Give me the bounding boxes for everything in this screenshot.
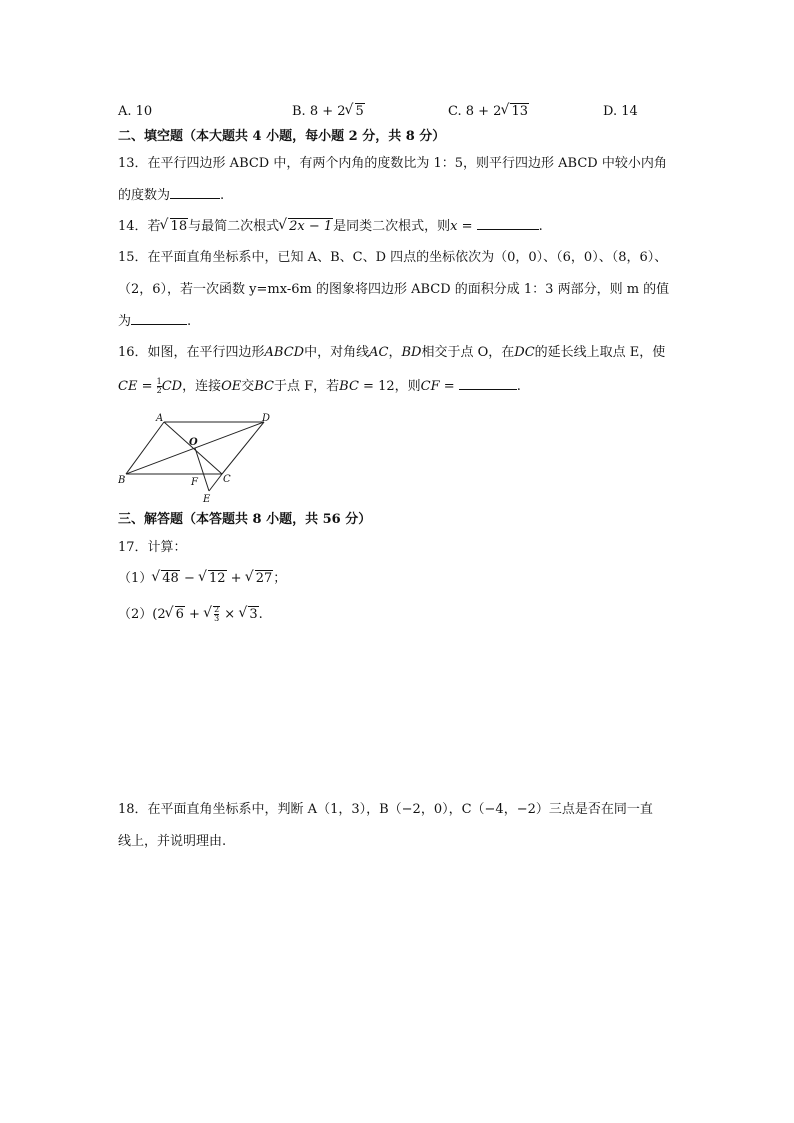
- q14-end: .: [538, 219, 543, 234]
- option-b-radicand: 5: [355, 104, 364, 119]
- q14-answer-blank[interactable]: [477, 217, 539, 230]
- q16-t2: 中，对角线: [304, 345, 370, 360]
- q17-p1-end: ；: [273, 571, 287, 586]
- label-f: F: [191, 477, 198, 488]
- q18-line1: 18．在平面直角坐标系中，判断 A（1，3），B（−2，0），C（−4，−2）三点是否在同一直: [118, 802, 653, 817]
- q16-bc: BC: [254, 379, 275, 394]
- option-b-expr: 8 + 2: [309, 104, 346, 119]
- q16-t4: 相交于点 O，在: [421, 345, 515, 360]
- q15-text: 为: [118, 314, 132, 329]
- label-c: C: [223, 474, 231, 485]
- option-a: A. 10: [118, 104, 153, 119]
- q17-p1-label: （1）: [118, 571, 153, 586]
- section3-header: 三、解答题（本答题共 8 小题，共 56 分）: [118, 512, 372, 527]
- q13-line2: [118, 186, 224, 206]
- option-c-radicand: 13: [511, 104, 528, 119]
- q16-line1: [118, 343, 665, 363]
- q17-p1-root2: [199, 569, 227, 589]
- q17-p1-rad3: 27: [255, 571, 273, 586]
- q16-cf: CF =: [420, 379, 455, 394]
- q17-p1-op2: +: [226, 571, 246, 586]
- q15-line1: 15．在平面直角坐标系中，已知 A、B、C、D 四点的坐标依次为（0，0）、（6，0）、（8，6）、: [118, 250, 668, 265]
- q16-cd: CD: [161, 379, 183, 394]
- q16-t1: 16．如图，在平行四边形: [118, 345, 265, 360]
- q17-part2: [118, 605, 263, 625]
- q14-var: x =: [450, 219, 473, 234]
- q16-t3: ，: [388, 345, 402, 360]
- q17-p1-rad1: 48: [162, 571, 179, 586]
- parallelogram-figure: [118, 410, 288, 506]
- q17-p1-root1: [152, 569, 180, 589]
- segment-ce: [209, 474, 222, 491]
- q17-p2-den: 3: [214, 614, 220, 623]
- label-o: O: [189, 437, 198, 448]
- q17-p2-root2: [204, 605, 220, 625]
- q16-answer-blank[interactable]: [459, 377, 517, 390]
- label-d: D: [262, 413, 271, 424]
- q15-line3: [118, 312, 191, 332]
- q16-t9: = 12，则: [358, 379, 421, 394]
- option-c: [448, 102, 529, 122]
- q15-end: .: [187, 314, 192, 329]
- q16-frac-num: 1: [156, 377, 162, 386]
- q15-answer-blank[interactable]: [131, 312, 187, 325]
- q17-p2-end: .: [258, 607, 263, 622]
- option-d: D. 14: [603, 104, 638, 119]
- label-a: A: [156, 413, 164, 424]
- label-e: E: [203, 494, 211, 505]
- q16-abcd: ABCD: [264, 345, 305, 360]
- q14-pre: 14．若: [118, 219, 161, 234]
- q17-p2-num: √ 2: [214, 605, 220, 614]
- q16-bd: BD: [401, 345, 422, 360]
- q16-ce: CE =: [118, 379, 153, 394]
- q14-mid: 与最简二次根式: [188, 219, 280, 234]
- q16-line2: [118, 377, 521, 397]
- q17-p2-label: （2）: [118, 607, 153, 622]
- q13-answer-blank[interactable]: [170, 186, 220, 199]
- q14-line: [118, 217, 543, 237]
- q16-ac: AC: [369, 345, 389, 360]
- label-b: B: [118, 475, 126, 486]
- q16-bc2: BC: [339, 379, 359, 394]
- q14-root2: [279, 217, 333, 237]
- q17-p2-root1: [166, 605, 185, 625]
- q17-p2-rad3: 3: [249, 607, 258, 622]
- diagonal-ac: [164, 422, 222, 474]
- q16-t8: 于点 F，若: [274, 379, 340, 394]
- q17-p2-rad1: 6: [175, 607, 184, 622]
- q16-oe: OE: [221, 379, 242, 394]
- option-b: [292, 102, 365, 122]
- q14-post: 是同类二次根式，则: [333, 219, 451, 234]
- q17-p2-root3: [239, 605, 258, 625]
- q16-dc: DC: [514, 345, 535, 360]
- q13-end: .: [220, 188, 225, 203]
- q15-line2: （2，6），若一次函数 y=mx-6m 的图象将四边形 ABCD 的面积分成 1：3 两部分，则 m 的值: [118, 282, 670, 297]
- q16-t7: 交: [241, 379, 255, 394]
- q16-t6: ，连接: [182, 379, 222, 394]
- q16-frac-den: 2: [156, 386, 162, 395]
- option-c-prefix: C.: [448, 104, 466, 119]
- q16-t5: 的延长线上取点 E，使: [534, 345, 666, 360]
- section2-header: 二、填空题（本大题共 4 小题，每小题 2 分，共 8 分）: [118, 129, 446, 144]
- option-b-root: [346, 102, 365, 122]
- option-c-expr: 8 + 2: [465, 104, 502, 119]
- q17-p1-rad2: 12: [209, 571, 226, 586]
- q17-part1: [118, 569, 286, 589]
- q17-p2-op: +: [184, 607, 205, 622]
- q14-root1: [161, 217, 189, 237]
- edge-ab: [126, 422, 164, 474]
- q17-p2-fraction: [214, 606, 219, 623]
- q18-line2: 线上，并说明理由.: [118, 834, 227, 849]
- q17-title: 17．计算：: [118, 540, 187, 555]
- q17-p2-times: ×: [220, 607, 240, 622]
- option-b-prefix: B.: [292, 104, 310, 119]
- q17-p1-op1: −: [179, 571, 199, 586]
- q13-text: 的度数为: [118, 188, 171, 203]
- q14-radicand2: 2x − 1: [289, 219, 333, 234]
- q17-p2-open: (2: [152, 607, 166, 622]
- q14-radicand1: 18: [170, 219, 188, 234]
- option-c-root: [501, 102, 529, 122]
- q13-line1: 13．在平行四边形 ABCD 中，有两个内角的度数比为 1：5，则平行四边形 ABCD 中较小内角: [118, 156, 667, 171]
- q16-end: .: [516, 379, 521, 394]
- q17-p1-root3: [246, 569, 274, 589]
